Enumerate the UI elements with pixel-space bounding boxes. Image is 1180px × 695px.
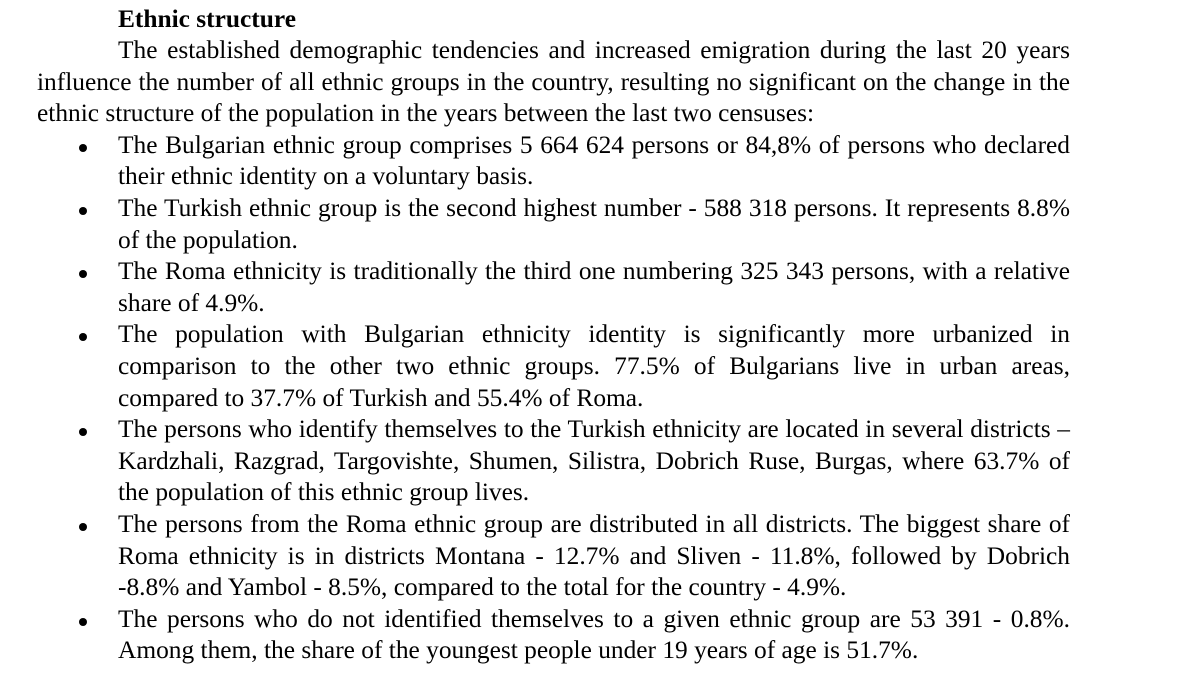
bullet-icon [79,270,87,278]
bullet-list [37,130,1070,667]
list-item-text: The persons from the Roma ethnic group are distributed in all districts. The biggest share of Roma ethnicity is in districts Montana - 12.7% and Sliven - 11.8%, followed by Dobrich -8.8% and Yambol - 8.5%, compared to the total for the country - 4.9%. [118,509,1070,602]
list-item-text: The population with Bulgarian ethnicity identity is significantly more urbanized in comparison to the other two ethnic groups. 77.5% of Bulgarians live in urban areas, compared to 37.7% of Turkish and 55.4% of Roma. [118,320,1070,412]
bullet-icon [79,428,87,436]
list-item-text: The Bulgarian ethnic group comprises 5 664 624 persons or 84,8% of persons who declared their ethnic identity on a voluntary basis. [118,130,1070,191]
list-item-text: The Roma ethnicity is traditionally the third one numbering 325 343 persons, with a relative share of 4.9%. [118,257,1070,317]
intro-paragraph: The established demographic tendencies and increased emigration during the last 20 years influence the number of all ethnic groups in the country, resulting no significant on the change in the ethnic structure of the population in the years between the last two censuses: [37,36,1070,128]
section-heading: Ethnic structure [118,5,296,33]
list-item [118,509,1070,604]
list-item [118,256,1070,319]
list-item-text: The persons who identify themselves to the Turkish ethnicity are located in several districts – Kardzhali, Razgrad, Targovishte, Shumen, Silistra, Dobrich Ruse, Burgas, where 63.7% of the population of this ethnic group lives. [118,415,1070,507]
bullet-icon [79,523,87,531]
list-item [118,130,1070,193]
list-item [118,604,1070,667]
list-item [118,414,1070,509]
bullet-icon [79,333,87,341]
bullet-icon [79,618,87,626]
list-item-text: The Turkish ethnic group is the second highest number - 588 318 persons. It represents 8.8% of the population. [118,193,1070,254]
bullet-icon [79,144,87,152]
list-item [118,193,1070,256]
list-item-text: The persons who do not identified themselves to a given ethnic group are 53 391 - 0.8%. Among them, the share of the youngest people under 19 years of age is 51.7%. [118,604,1070,665]
list-item [118,319,1070,414]
bullet-icon [79,207,87,215]
